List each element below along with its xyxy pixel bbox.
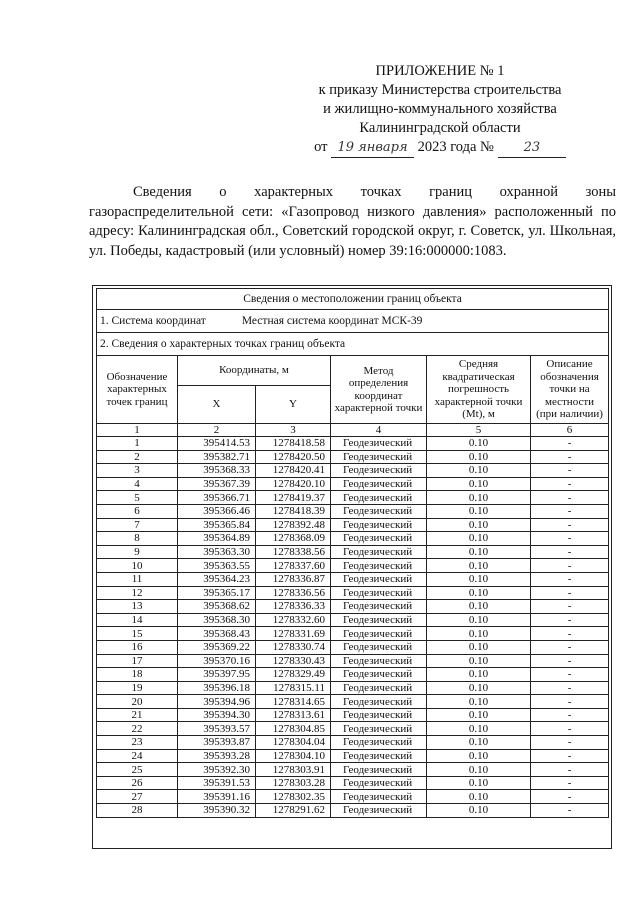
description: -	[531, 695, 609, 709]
description: -	[531, 504, 609, 518]
coord-x: 395392.30	[178, 763, 256, 777]
intro-paragraph: Сведения о характерных точках границ охранной зоны газораспределительной сети: «Газопровод низкого давления» расположенный по адресу: Калининградская обл., Советский городской округ, г. Советск, ул. Школьная, ул. Победы, кадастровый (или условный) номер 39:16:000000:1083.	[89, 184, 616, 259]
coordinate-system-row	[97, 310, 609, 333]
coord-x: 395394.96	[178, 695, 256, 709]
order-ref-line-3: Калининградской области	[359, 120, 521, 136]
coord-x: 395369.22	[178, 640, 256, 654]
table-row	[97, 722, 609, 736]
description: -	[531, 722, 609, 736]
section2-label: 2. Сведения о характерных точках границ объекта	[97, 333, 609, 356]
order-ref-line-1: к приказу Министерства строительства	[318, 82, 562, 98]
point-number: 15	[97, 627, 178, 641]
coord-y: 1278420.10	[256, 477, 331, 491]
coord-x: 395390.32	[178, 804, 256, 818]
method: Геодезический	[331, 668, 427, 682]
method: Геодезический	[331, 763, 427, 777]
point-number: 14	[97, 613, 178, 627]
point-number: 4	[97, 477, 178, 491]
accuracy: 0.10	[427, 749, 531, 763]
coord-y: 1278420.41	[256, 464, 331, 478]
table-row	[97, 668, 609, 682]
coord-x: 395382.71	[178, 450, 256, 464]
table-row	[97, 504, 609, 518]
coord-x: 395366.71	[178, 491, 256, 505]
col-header-y: Y	[256, 386, 331, 424]
coord-y: 1278313.61	[256, 708, 331, 722]
coord-y: 1278337.60	[256, 559, 331, 573]
table-row	[97, 586, 609, 600]
point-number: 26	[97, 776, 178, 790]
point-number: 10	[97, 559, 178, 573]
column-numbers-row	[97, 424, 609, 437]
coord-y: 1278332.60	[256, 613, 331, 627]
description: -	[531, 600, 609, 614]
point-number: 9	[97, 545, 178, 559]
description: -	[531, 559, 609, 573]
table-row	[97, 518, 609, 532]
accuracy: 0.10	[427, 559, 531, 573]
method: Геодезический	[331, 518, 427, 532]
description: -	[531, 708, 609, 722]
column-number: 1	[97, 424, 178, 437]
coord-y: 1278314.65	[256, 695, 331, 709]
table-row	[97, 532, 609, 546]
accuracy: 0.10	[427, 736, 531, 750]
accuracy: 0.10	[427, 613, 531, 627]
table-row	[97, 804, 609, 818]
coord-y: 1278330.43	[256, 654, 331, 668]
col-header-description: Описание обозначения точки на местности (при наличии)	[531, 356, 609, 424]
point-number: 13	[97, 600, 178, 614]
coord-x: 395414.53	[178, 437, 256, 451]
coord-y: 1278338.56	[256, 545, 331, 559]
column-number: 4	[331, 424, 427, 437]
accuracy: 0.10	[427, 491, 531, 505]
method: Геодезический	[331, 640, 427, 654]
coord-x: 395370.16	[178, 654, 256, 668]
accuracy: 0.10	[427, 532, 531, 546]
description: -	[531, 437, 609, 451]
coord-y: 1278304.85	[256, 722, 331, 736]
table-row	[97, 640, 609, 654]
handwritten-date: 19 января	[331, 138, 413, 158]
description: -	[531, 450, 609, 464]
point-number: 19	[97, 681, 178, 695]
table-row	[97, 572, 609, 586]
method: Геодезический	[331, 437, 427, 451]
description: -	[531, 627, 609, 641]
description: -	[531, 572, 609, 586]
accuracy: 0.10	[427, 654, 531, 668]
point-number: 18	[97, 668, 178, 682]
point-number: 11	[97, 572, 178, 586]
method: Геодезический	[331, 695, 427, 709]
point-number: 12	[97, 586, 178, 600]
order-date-line	[290, 138, 590, 158]
section1-value: Местная система координат МСК-39	[241, 315, 423, 327]
coord-x: 395368.30	[178, 613, 256, 627]
boundary-points-table	[96, 288, 609, 818]
col-header-method: Метод определения координат характерной точки	[331, 356, 427, 424]
accuracy: 0.10	[427, 804, 531, 818]
table-row	[97, 450, 609, 464]
description: -	[531, 763, 609, 777]
coord-y: 1278315.11	[256, 681, 331, 695]
point-number: 22	[97, 722, 178, 736]
method: Геодезический	[331, 572, 427, 586]
table-row	[97, 681, 609, 695]
handwritten-number: 23	[498, 138, 566, 158]
coord-y: 1278336.87	[256, 572, 331, 586]
table-row	[97, 545, 609, 559]
coord-x: 395368.62	[178, 600, 256, 614]
description: -	[531, 804, 609, 818]
point-number: 21	[97, 708, 178, 722]
coord-y: 1278291.62	[256, 804, 331, 818]
table-row	[97, 464, 609, 478]
section1-label: 1. Система координат	[100, 315, 206, 327]
table-row	[97, 708, 609, 722]
point-number: 8	[97, 532, 178, 546]
description: -	[531, 586, 609, 600]
accuracy: 0.10	[427, 668, 531, 682]
accuracy: 0.10	[427, 763, 531, 777]
coord-y: 1278392.48	[256, 518, 331, 532]
description: -	[531, 681, 609, 695]
coord-y: 1278336.33	[256, 600, 331, 614]
accuracy: 0.10	[427, 776, 531, 790]
coord-x: 395396.18	[178, 681, 256, 695]
method: Геодезический	[331, 559, 427, 573]
coord-x: 395363.30	[178, 545, 256, 559]
description: -	[531, 736, 609, 750]
accuracy: 0.10	[427, 464, 531, 478]
coord-x: 395391.53	[178, 776, 256, 790]
method: Геодезический	[331, 654, 427, 668]
point-number: 3	[97, 464, 178, 478]
coord-x: 395391.16	[178, 790, 256, 804]
coord-y: 1278303.28	[256, 776, 331, 790]
description: -	[531, 776, 609, 790]
point-number: 28	[97, 804, 178, 818]
accuracy: 0.10	[427, 722, 531, 736]
method: Геодезический	[331, 681, 427, 695]
coord-y: 1278420.50	[256, 450, 331, 464]
description: -	[531, 532, 609, 546]
appendix-header	[290, 62, 590, 158]
table-row	[97, 559, 609, 573]
accuracy: 0.10	[427, 518, 531, 532]
accuracy: 0.10	[427, 504, 531, 518]
coord-x: 395364.89	[178, 532, 256, 546]
description: -	[531, 464, 609, 478]
coord-x: 395394.30	[178, 708, 256, 722]
table-row	[97, 613, 609, 627]
accuracy: 0.10	[427, 627, 531, 641]
coord-x: 395363.55	[178, 559, 256, 573]
point-number: 17	[97, 654, 178, 668]
accuracy: 0.10	[427, 477, 531, 491]
point-number: 7	[97, 518, 178, 532]
description: -	[531, 640, 609, 654]
table-row	[97, 776, 609, 790]
table-row	[97, 654, 609, 668]
col-header-designation: Обозначение характерных точек границ	[97, 356, 178, 424]
table-row	[97, 477, 609, 491]
method: Геодезический	[331, 627, 427, 641]
coord-y: 1278304.10	[256, 749, 331, 763]
description: -	[531, 613, 609, 627]
method: Геодезический	[331, 749, 427, 763]
table-row	[97, 437, 609, 451]
column-number: 6	[531, 424, 609, 437]
coord-x: 395364.23	[178, 572, 256, 586]
coord-y: 1278302.35	[256, 790, 331, 804]
coord-y: 1278368.09	[256, 532, 331, 546]
method: Геодезический	[331, 736, 427, 750]
method: Геодезический	[331, 586, 427, 600]
method: Геодезический	[331, 790, 427, 804]
point-number: 6	[97, 504, 178, 518]
coord-y: 1278303.91	[256, 763, 331, 777]
point-number: 2	[97, 450, 178, 464]
description: -	[531, 518, 609, 532]
method: Геодезический	[331, 600, 427, 614]
method: Геодезический	[331, 532, 427, 546]
column-number: 2	[178, 424, 256, 437]
coord-x: 395393.28	[178, 749, 256, 763]
table-row	[97, 695, 609, 709]
point-number: 24	[97, 749, 178, 763]
method: Геодезический	[331, 477, 427, 491]
coord-x: 395367.39	[178, 477, 256, 491]
coord-y: 1278418.39	[256, 504, 331, 518]
point-number: 27	[97, 790, 178, 804]
method: Геодезический	[331, 504, 427, 518]
point-number: 20	[97, 695, 178, 709]
accuracy: 0.10	[427, 572, 531, 586]
accuracy: 0.10	[427, 600, 531, 614]
description: -	[531, 749, 609, 763]
accuracy: 0.10	[427, 640, 531, 654]
coord-y: 1278336.56	[256, 586, 331, 600]
method: Геодезический	[331, 708, 427, 722]
accuracy: 0.10	[427, 681, 531, 695]
table-row	[97, 749, 609, 763]
column-number: 5	[427, 424, 531, 437]
point-number: 16	[97, 640, 178, 654]
coord-y: 1278329.49	[256, 668, 331, 682]
description: -	[531, 477, 609, 491]
coord-y: 1278330.74	[256, 640, 331, 654]
table-title: Сведения о местоположении границ объекта	[97, 289, 609, 310]
table-row	[97, 491, 609, 505]
method: Геодезический	[331, 613, 427, 627]
method: Геодезический	[331, 464, 427, 478]
col-header-error: Средняя квадратическая погрешность характерной точки (Mt), м	[427, 356, 531, 424]
coord-x: 395366.46	[178, 504, 256, 518]
col-header-coords: Координаты, м	[178, 356, 331, 386]
coord-x: 395368.33	[178, 464, 256, 478]
table-row	[97, 736, 609, 750]
point-number: 23	[97, 736, 178, 750]
coord-x: 395397.95	[178, 668, 256, 682]
accuracy: 0.10	[427, 545, 531, 559]
coord-y: 1278304.04	[256, 736, 331, 750]
coord-x: 395393.87	[178, 736, 256, 750]
accuracy: 0.10	[427, 586, 531, 600]
point-number: 5	[97, 491, 178, 505]
table-row	[97, 790, 609, 804]
method: Геодезический	[331, 491, 427, 505]
coord-x: 395365.17	[178, 586, 256, 600]
coord-x: 395368.43	[178, 627, 256, 641]
point-number: 1	[97, 437, 178, 451]
table-row	[97, 763, 609, 777]
col-header-x: X	[178, 386, 256, 424]
column-number: 3	[256, 424, 331, 437]
accuracy: 0.10	[427, 437, 531, 451]
coord-y: 1278419.37	[256, 491, 331, 505]
coord-y: 1278331.69	[256, 627, 331, 641]
description: -	[531, 790, 609, 804]
table-row	[97, 627, 609, 641]
description: -	[531, 668, 609, 682]
method: Геодезический	[331, 450, 427, 464]
method: Геодезический	[331, 545, 427, 559]
description: -	[531, 491, 609, 505]
order-ref-line-2: и жилищно-коммунального хозяйства	[323, 101, 557, 117]
accuracy: 0.10	[427, 450, 531, 464]
from-label: от	[314, 139, 328, 155]
table-row	[97, 600, 609, 614]
method: Геодезический	[331, 776, 427, 790]
appendix-title: ПРИЛОЖЕНИЕ № 1	[375, 63, 505, 79]
accuracy: 0.10	[427, 790, 531, 804]
accuracy: 0.10	[427, 708, 531, 722]
description: -	[531, 654, 609, 668]
description: -	[531, 545, 609, 559]
coord-x: 395365.84	[178, 518, 256, 532]
coord-y: 1278418.58	[256, 437, 331, 451]
point-number: 25	[97, 763, 178, 777]
year-text: 2023 года №	[417, 139, 494, 155]
method: Геодезический	[331, 804, 427, 818]
accuracy: 0.10	[427, 695, 531, 709]
coord-x: 395393.57	[178, 722, 256, 736]
method: Геодезический	[331, 722, 427, 736]
